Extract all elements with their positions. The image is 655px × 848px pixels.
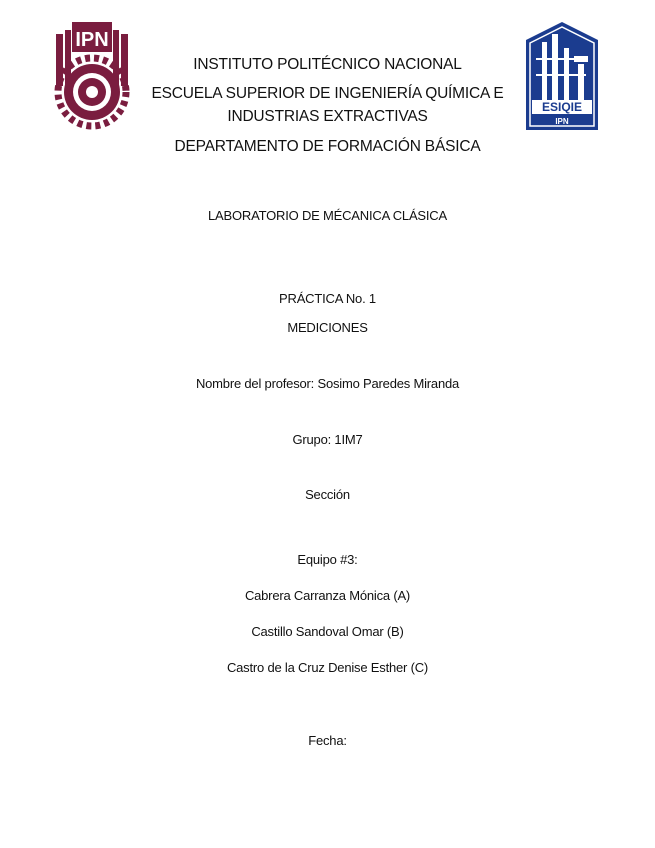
team-member: Castro de la Cruz Denise Esther (C)	[226, 660, 429, 675]
school-name-line2: INDUSTRIAS EXTRACTIVAS	[227, 108, 428, 125]
team-label: Equipo #3:	[297, 552, 358, 567]
professor-name: Nombre del profesor: Sosimo Paredes Miranda	[195, 376, 460, 391]
team-member: Castillo Sandoval Omar (B)	[251, 624, 404, 639]
school-name-line1: ESCUELA SUPERIOR DE INGENIERÍA QUÍMICA E	[151, 85, 504, 102]
date-label: Fecha:	[308, 733, 347, 748]
department-name: DEPARTAMENTO DE FORMACIÓN BÁSICA	[174, 138, 481, 155]
institution-name: INSTITUTO POLITÉCNICO NACIONAL	[193, 56, 462, 73]
esiqie-logo-text: ESIQIE	[541, 100, 583, 114]
practice-title: MEDICIONES	[287, 320, 368, 335]
group: Grupo: 1IM7	[292, 432, 363, 447]
section-label: Sección	[305, 487, 350, 502]
team-member: Cabrera Carranza Mónica (A)	[244, 588, 411, 603]
practice-number: PRÁCTICA No. 1	[279, 291, 376, 306]
esiqie-logo-subtext: IPN	[555, 117, 569, 126]
lab-name: LABORATORIO DE MÉCANICA CLÁSICA	[208, 208, 447, 223]
ipn-logo-text: IPN	[75, 29, 109, 51]
